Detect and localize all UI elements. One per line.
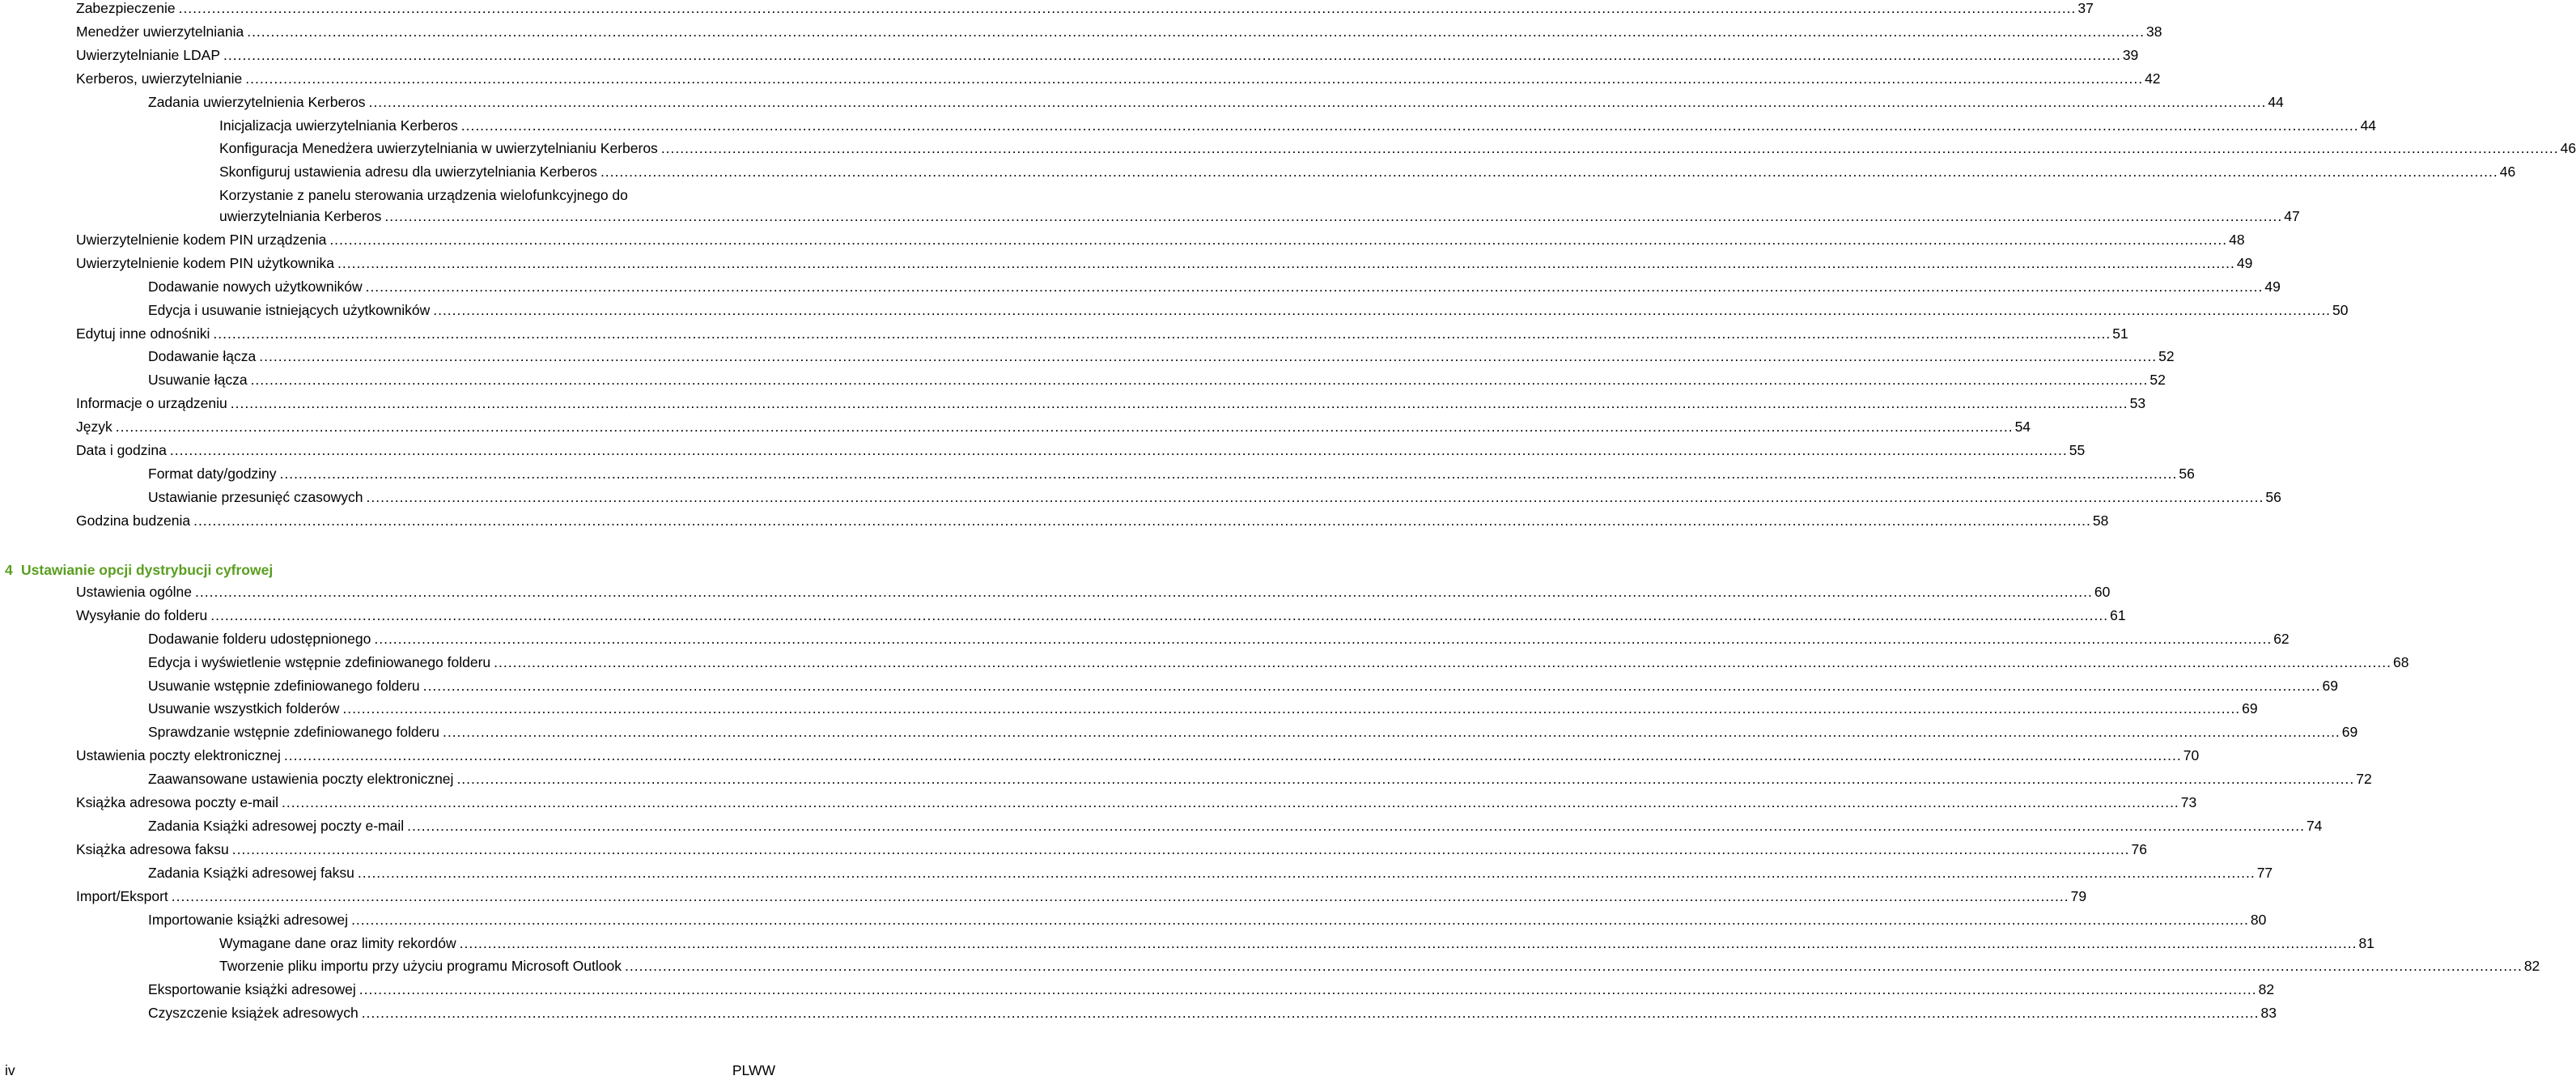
toc-entry-page: 39 <box>2122 47 2139 63</box>
toc-entry[interactable] <box>219 933 2374 954</box>
toc-leader-dots: ................................................................................................................................................................................................................................................................................................................................................................................................................ <box>361 1005 2260 1021</box>
toc-entry[interactable] <box>148 698 2258 719</box>
toc-entry-title: Edycja i wyświetlenie wstępnie zdefiniowanego folderu <box>148 654 491 670</box>
toc-leader-dots: ................................................................................................................................................................................................................................................................................................................................................................................................................ <box>459 935 2357 951</box>
chapter-heading[interactable] <box>5 559 273 581</box>
toc-leader-dots: ................................................................................................................................................................................................................................................................................................................................................................................................................ <box>245 70 2144 87</box>
toc-entry-title: Edycja i usuwanie istniejących użytkowników <box>148 302 431 318</box>
toc-leader-dots: ................................................................................................................................................................................................................................................................................................................................................................................................................ <box>178 0 2077 16</box>
toc-entry[interactable] <box>76 0 2094 19</box>
toc-entry[interactable] <box>76 745 2200 766</box>
toc-leader-dots: ................................................................................................................................................................................................................................................................................................................................................................................................................ <box>456 771 2355 787</box>
toc-entry-page: 48 <box>2229 232 2245 248</box>
toc-entry[interactable] <box>148 675 2338 696</box>
toc-entry-title: Ustawienia poczty elektronicznej <box>76 747 281 763</box>
chapter-title: Ustawianie opcji dystrybucji cyfrowej <box>21 562 274 578</box>
toc-entry-title: Zadania Książki adresowej poczty e-mail <box>148 818 405 834</box>
toc-entry-page: 44 <box>2268 94 2284 110</box>
toc-entry-page: 82 <box>2523 958 2540 974</box>
toc-entry[interactable] <box>148 862 2273 883</box>
toc-entry-title: Importowanie książki adresowej <box>148 912 349 928</box>
toc-leader-dots: ................................................................................................................................................................................................................................................................................................................................................................................................................ <box>442 724 2340 740</box>
toc-entry[interactable] <box>148 721 2358 742</box>
toc-entry-page: 77 <box>2256 865 2273 881</box>
toc-entry-title: Uwierzytelnienie kodem PIN urządzenia <box>76 232 327 248</box>
toc-entry[interactable] <box>148 91 2284 113</box>
toc-entry-page: 46 <box>2499 164 2516 180</box>
toc-entry-title: Usuwanie łącza <box>148 372 248 388</box>
toc-entry-title: Eksportowanie książki adresowej <box>148 981 356 997</box>
toc-leader-dots: ................................................................................................................................................................................................................................................................................................................................................................................................................ <box>281 794 2179 810</box>
toc-entry-title: Czyszczenie książek adresowych <box>148 1005 359 1021</box>
toc-leader-dots: ................................................................................................................................................................................................................................................................................................................................................................................................................ <box>230 395 2128 411</box>
toc-entry-page: 54 <box>2014 419 2031 435</box>
toc-entry-title: Książka adresowa poczty e-mail <box>76 794 278 810</box>
toc-leader-dots: ................................................................................................................................................................................................................................................................................................................................................................................................................ <box>223 47 2121 63</box>
toc-leader-dots: ................................................................................................................................................................................................................................................................................................................................................................................................................ <box>193 512 2091 529</box>
toc-entry-page: 82 <box>2258 981 2275 997</box>
toc-leader-dots: ................................................................................................................................................................................................................................................................................................................................................................................................................ <box>247 23 2145 40</box>
toc-entry-page: 80 <box>2250 912 2267 928</box>
toc-leader-dots: ................................................................................................................................................................................................................................................................................................................................................................................................................ <box>600 164 2498 180</box>
toc-leader-dots: ................................................................................................................................................................................................................................................................................................................................................................................................................ <box>250 372 2149 388</box>
toc-entry-title: Data i godzina <box>76 442 167 458</box>
toc-entry-title: Usuwanie wszystkich folderów <box>148 700 340 716</box>
toc-leader-dots: ................................................................................................................................................................................................................................................................................................................................................................................................................ <box>337 255 2235 271</box>
toc-leader-dots: ................................................................................................................................................................................................................................................................................................................................................................................................................ <box>342 700 2241 716</box>
toc-entry-page: 69 <box>2242 700 2258 716</box>
toc-entry[interactable] <box>76 21 2162 42</box>
toc-leader-dots: ................................................................................................................................................................................................................................................................................................................................................................................................................ <box>460 117 2359 134</box>
footer-brand: PLWW <box>732 1062 775 1078</box>
toc-entry[interactable] <box>76 440 2086 461</box>
toc-entry[interactable] <box>76 253 2253 274</box>
toc-entry[interactable] <box>76 68 2161 89</box>
toc-entry[interactable] <box>76 393 2146 414</box>
toc-entry-page: 53 <box>2129 395 2146 411</box>
toc-leader-dots: ................................................................................................................................................................................................................................................................................................................................................................................................................ <box>407 818 2305 834</box>
toc-entry-title: Ustawienia ogólne <box>76 584 193 600</box>
toc-entry-title: Dodawanie folderu udostępnionego <box>148 631 371 647</box>
toc-entry-title: Skonfiguruj ustawienia adresu dla uwierzytelniania Kerberos <box>219 164 597 180</box>
toc-entry-title: Tworzenie pliku importu przy użyciu programu Microsoft Outlook <box>219 958 622 974</box>
toc-entry-page: 79 <box>2070 888 2087 904</box>
toc-entry[interactable] <box>76 323 2128 344</box>
toc-entry-title: Dodawanie łącza <box>148 348 257 364</box>
toc-entry-page: 52 <box>2158 348 2175 364</box>
toc-entry[interactable] <box>219 161 2516 182</box>
toc-entry[interactable] <box>76 839 2148 860</box>
toc-entry[interactable] <box>148 276 2281 297</box>
toc-leader-dots: ................................................................................................................................................................................................................................................................................................................................................................................................................ <box>625 958 2523 974</box>
footer-page-number: iv <box>5 1062 15 1078</box>
toc-entry[interactable] <box>76 886 2087 907</box>
toc-entry-title: Import/Eksport <box>76 888 168 904</box>
toc-entry-page: 37 <box>2077 0 2094 16</box>
toc-entry[interactable] <box>148 487 2281 508</box>
toc-leader-dots: ................................................................................................................................................................................................................................................................................................................................................................................................................ <box>433 302 2332 318</box>
toc-entry[interactable] <box>148 909 2267 930</box>
toc-entry-page: 56 <box>2179 466 2195 482</box>
toc-entry-page: 83 <box>2260 1005 2277 1021</box>
toc-entry-title: Korzystanie z panelu sterowania urządzenia wielofunkcyjnego do <box>219 187 628 203</box>
toc-leader-dots: ................................................................................................................................................................................................................................................................................................................................................................................................................ <box>422 678 2321 694</box>
toc-entry[interactable] <box>148 815 2323 836</box>
toc-entry-page: 51 <box>2112 325 2128 342</box>
toc-entry[interactable] <box>148 979 2275 1000</box>
toc-entry[interactable] <box>148 463 2195 484</box>
toc-leader-dots: ................................................................................................................................................................................................................................................................................................................................................................................................................ <box>351 912 2249 928</box>
toc-entry-page: 49 <box>2264 279 2281 295</box>
toc-entry-page: 42 <box>2145 70 2161 87</box>
toc-leader-dots: ................................................................................................................................................................................................................................................................................................................................................................................................................ <box>171 888 2069 904</box>
toc-entry-page: 50 <box>2332 302 2349 318</box>
toc-entry-title: Konfiguracja Menedżera uwierzytelniania w uwierzytelnianiu Kerberos <box>219 140 658 156</box>
toc-leader-dots: ................................................................................................................................................................................................................................................................................................................................................................................................................ <box>366 489 2264 505</box>
toc-entry[interactable] <box>219 955 2540 976</box>
toc-entry-page: 46 <box>2560 140 2576 156</box>
toc-entry-title: Sprawdzanie wstępnie zdefiniowanego folderu <box>148 724 439 740</box>
toc-entry[interactable] <box>76 605 2126 626</box>
toc-entry[interactable] <box>76 792 2197 813</box>
toc-entry[interactable] <box>148 346 2175 367</box>
toc-entry-title: Książka adresowa faksu <box>76 841 229 857</box>
toc-entry-title: Format daty/godziny <box>148 466 277 482</box>
toc-leader-dots: ................................................................................................................................................................................................................................................................................................................................................................................................................ <box>115 419 2014 435</box>
toc-entry[interactable] <box>76 510 2109 531</box>
toc-entry-title: Zadania Książki adresowej faksu <box>148 865 354 881</box>
toc-entry-page: 74 <box>2306 818 2323 834</box>
toc-entry-page: 68 <box>2392 654 2409 670</box>
toc-leader-dots: ................................................................................................................................................................................................................................................................................................................................................................................................................ <box>359 981 2257 997</box>
toc-entry-page: 56 <box>2265 489 2281 505</box>
toc-entry-page: 72 <box>2356 771 2372 787</box>
toc-entry[interactable] <box>148 1002 2277 1023</box>
toc-leader-dots: ................................................................................................................................................................................................................................................................................................................................................................................................................ <box>169 442 2068 458</box>
toc-entry-title: Uwierzytelnienie kodem PIN użytkownika <box>76 255 335 271</box>
toc-entry-title: Język <box>76 419 112 435</box>
toc-entry-page: 38 <box>2146 23 2162 40</box>
toc-entry-page: 58 <box>2092 512 2109 529</box>
toc-leader-dots: ................................................................................................................................................................................................................................................................................................................................................................................................................ <box>368 94 2267 110</box>
toc-entry-page: 60 <box>2094 584 2111 600</box>
toc-entry[interactable] <box>76 229 2245 250</box>
toc-entry-page: 76 <box>2131 841 2148 857</box>
toc-entry-page: 69 <box>2341 724 2358 740</box>
toc-entry-title: Usuwanie wstępnie zdefiniowanego folderu <box>148 678 420 694</box>
toc-entry-title: Wymagane dane oraz limity rekordów <box>219 935 456 951</box>
toc-leader-dots: ................................................................................................................................................................................................................................................................................................................................................................................................................ <box>374 631 2273 647</box>
toc-leader-dots: ................................................................................................................................................................................................................................................................................................................................................................................................................ <box>283 747 2182 763</box>
toc-entry[interactable] <box>148 628 2290 649</box>
toc-leader-dots: ................................................................................................................................................................................................................................................................................................................................................................................................................ <box>384 208 2283 224</box>
toc-entry-title: Zabezpieczenie <box>76 0 176 16</box>
toc-entry-page: 70 <box>2183 747 2200 763</box>
toc-entry[interactable] <box>148 768 2372 789</box>
toc-entry-title: Zadania uwierzytelnienia Kerberos <box>148 94 366 110</box>
toc-entry-page: 49 <box>2236 255 2253 271</box>
toc-entry-page: 52 <box>2149 372 2166 388</box>
toc-leader-dots: ................................................................................................................................................................................................................................................................................................................................................................................................................ <box>195 584 2093 600</box>
toc-leader-dots: ................................................................................................................................................................................................................................................................................................................................................................................................................ <box>660 140 2559 156</box>
toc-entry-page: 61 <box>2110 607 2126 623</box>
toc-leader-dots: ................................................................................................................................................................................................................................................................................................................................................................................................................ <box>357 865 2256 881</box>
toc-entry-title-continued: uwierzytelniania Kerberos <box>219 208 382 224</box>
toc-entry-title: Wysyłanie do folderu <box>76 607 208 623</box>
toc-entry[interactable] <box>219 115 2377 136</box>
toc-leader-dots: ................................................................................................................................................................................................................................................................................................................................................................................................................ <box>213 325 2111 342</box>
toc-leader-dots: ................................................................................................................................................................................................................................................................................................................................................................................................................ <box>494 654 2391 670</box>
toc-entry[interactable] <box>148 300 2349 321</box>
chapter-number: 4 <box>5 562 13 578</box>
toc-entry-page: 69 <box>2322 678 2338 694</box>
toc-entry-page: 44 <box>2360 117 2377 134</box>
toc-entry[interactable] <box>148 369 2166 390</box>
toc-entry-page: 73 <box>2180 794 2197 810</box>
toc-entry-title: Edytuj inne odnośniki <box>76 325 210 342</box>
toc-entry[interactable] <box>76 416 2031 437</box>
toc-entry-title: Informacje o urządzeniu <box>76 395 227 411</box>
toc-entry-page: 62 <box>2273 631 2290 647</box>
toc-entry-page: 47 <box>2284 208 2300 224</box>
toc-leader-dots: ................................................................................................................................................................................................................................................................................................................................................................................................................ <box>210 607 2109 623</box>
toc-entry-title: Dodawanie nowych użytkowników <box>148 279 363 295</box>
toc-leader-dots: ................................................................................................................................................................................................................................................................................................................................................................................................................ <box>329 232 2228 248</box>
toc-entry-title: Inicjalizacja uwierzytelniania Kerberos <box>219 117 458 134</box>
toc-entry-title: Menedżer uwierzytelniania <box>76 23 244 40</box>
toc-leader-dots: ................................................................................................................................................................................................................................................................................................................................................................................................................ <box>259 348 2158 364</box>
toc-entry-page: 81 <box>2358 935 2374 951</box>
toc-entry-title: Kerberos, uwierzytelnianie <box>76 70 243 87</box>
toc-entry[interactable] <box>219 138 2576 159</box>
toc-leader-dots: ................................................................................................................................................................................................................................................................................................................................................................................................................ <box>365 279 2264 295</box>
toc-entry[interactable] <box>76 581 2111 602</box>
toc-entry[interactable] <box>148 652 2409 673</box>
toc-entry-title: Godzina budzenia <box>76 512 191 529</box>
toc-entry-title: Ustawianie przesunięć czasowych <box>148 489 363 505</box>
toc-leader-dots: ................................................................................................................................................................................................................................................................................................................................................................................................................ <box>231 841 2130 857</box>
toc-entry-page: 55 <box>2069 442 2086 458</box>
toc-entry[interactable] <box>76 45 2139 66</box>
toc-entry-title: Uwierzytelnianie LDAP <box>76 47 220 63</box>
toc-entry-title: Zaawansowane ustawienia poczty elektronicznej <box>148 771 454 787</box>
toc-entry[interactable] <box>219 185 2300 227</box>
toc-leader-dots: ................................................................................................................................................................................................................................................................................................................................................................................................................ <box>279 466 2178 482</box>
